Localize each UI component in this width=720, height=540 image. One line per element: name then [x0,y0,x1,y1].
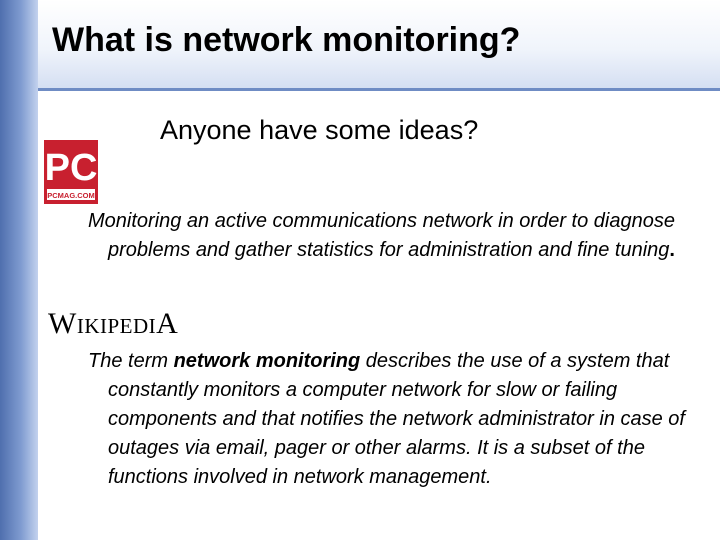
pcmag-definition-period: . [669,239,675,261]
pcmag-logo [44,140,98,204]
title-divider [38,88,720,91]
pcmag-logo-caption: PCMAG.COM [47,191,95,200]
wikipedia-definition [88,347,720,492]
wikipedia-logo-text: WikipediA [48,307,179,340]
slide-title: What is network monitoring? [52,21,521,59]
slide-left-accent-bar [0,0,38,540]
wikipedia-definition-after: describes the use of a system that constantly monitors a computer network for slow or failing components and that notifies the network administrator in case of outages via email, pager or other alarms. It is a subset of the functions involved in network management. [108,350,685,488]
wikipedia-logo [48,309,178,339]
wikipedia-definition-term: network monitoring [173,350,361,372]
pcmag-definition [88,207,720,265]
pcmag-definition-text: Monitoring an active communications network in order to diagnose problems and gather statistics for administration and fine tuning [88,210,675,261]
wikipedia-definition-before: The term [88,350,174,372]
pcmag-logo-text: PC [44,147,98,189]
slide-subtitle: Anyone have some ideas? [160,115,479,145]
